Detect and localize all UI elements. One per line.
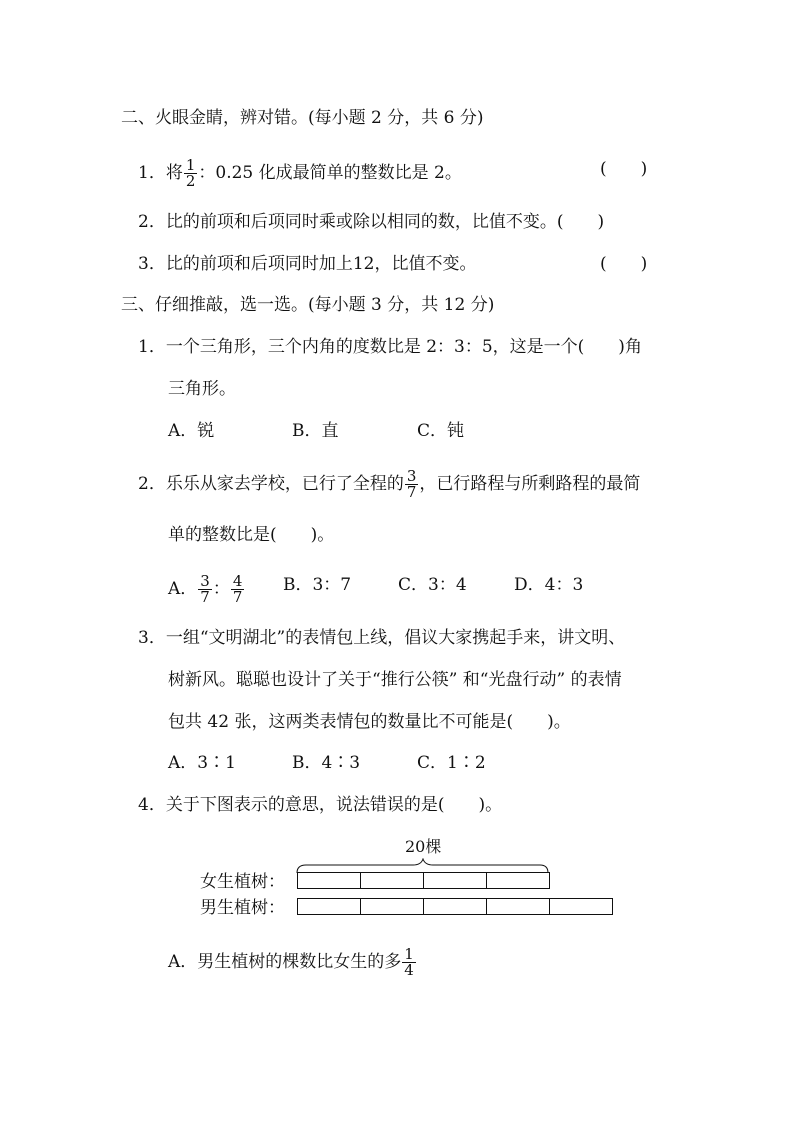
item-text-post: ：0.25 化成最简单的整数比是 2。	[198, 163, 462, 183]
option-c[interactable]: C．钝	[417, 421, 465, 441]
option-a[interactable]: A． $\frac{3}{7}$ ： $\frac{4}{7}$	[168, 572, 243, 606]
bar-segment	[360, 872, 424, 889]
fraction-option-a-2: $\frac{4}{7}$	[232, 572, 243, 606]
s3-q3-line2: 树新风。聪聪也设计了关于“推行公筷” 和“光盘行动” 的表情	[168, 670, 622, 690]
s3-q2-line1	[138, 469, 640, 500]
item-number: 1．	[138, 163, 166, 183]
option-c[interactable]: C．3：4	[398, 575, 467, 595]
section3-heading: 三、仔细推敲，选一选。(每小题 3 分，共 12 分)	[121, 295, 495, 315]
s3-q3-line3: 包共 42 张，这两类表情包的数量比不可能是( )。	[168, 712, 571, 732]
bar-segment	[360, 898, 424, 915]
option-b[interactable]: B．4∶3	[292, 753, 361, 773]
s2-item-2	[138, 211, 604, 233]
bar-segment	[297, 898, 361, 915]
boys-label: 男生植树：	[200, 898, 285, 918]
section2-heading: 二、火眼金睛，辨对错。(每小题 2 分，共 6 分)	[121, 108, 484, 128]
fraction-one-half: $\frac{1}{2}$	[185, 156, 196, 190]
item-number: 2．	[138, 212, 166, 232]
question-text: 关于下图表示的意思，说法错误的是( )。	[165, 795, 503, 815]
bar-segment	[423, 898, 487, 915]
fraction-one-quarter: $\frac{1}{4}$	[404, 945, 414, 979]
s3-q3-line1	[138, 627, 625, 649]
s3-q4-line1	[138, 794, 502, 816]
item-text-pre: 将	[165, 163, 183, 183]
answer-paren[interactable]: ( )	[556, 212, 605, 232]
item-number: 2．	[138, 474, 166, 494]
bar-segment	[423, 872, 487, 889]
item-number: 3．	[138, 628, 166, 648]
question-text: 一个三角形，三个内角的度数比是 2：3：5，这是一个( )角	[165, 337, 642, 357]
option-b[interactable]: B．直	[292, 421, 339, 441]
bar-segment	[549, 898, 613, 915]
item-number: 1．	[138, 337, 166, 357]
item-text: 比的前项和后项同时加上12，比值不变。	[165, 254, 477, 274]
answer-paren[interactable]: ( )	[600, 159, 648, 179]
item-text: 比的前项和后项同时乘或除以相同的数，比值不变。	[165, 212, 557, 232]
bar-segment	[486, 898, 550, 915]
option-c[interactable]: C．1∶2	[417, 753, 486, 773]
s2-item-3	[138, 253, 476, 275]
brace-label: 20棵	[405, 837, 442, 856]
bar-segment	[486, 872, 550, 889]
s2-item-1	[138, 158, 462, 189]
option-b[interactable]: B．3：7	[283, 575, 352, 595]
option-a[interactable]: A．3∶1	[168, 753, 236, 773]
s3-q1-line2: 三角形。	[168, 379, 236, 399]
question-text-post: ，已行路程与所剩路程的最简	[419, 474, 641, 494]
fraction-option-a-1: $\frac{3}{7}$	[200, 572, 210, 606]
girls-label: 女生植树：	[200, 872, 285, 892]
option-d[interactable]: D．4：3	[514, 575, 584, 595]
option-a[interactable]: A．锐	[168, 421, 215, 441]
answer-paren[interactable]: ( )	[600, 254, 648, 274]
tree-planting-diagram	[200, 836, 620, 920]
item-number: 4．	[138, 795, 166, 815]
item-number: 3．	[138, 254, 166, 274]
question-text-pre: 乐乐从家去学校，已行了全程的	[165, 474, 404, 494]
bar-segment	[297, 872, 361, 889]
s3-q1-line1	[138, 336, 642, 358]
s3-q4-option-a[interactable]: A．男生植树的棵数比女生的多 $\frac{1}{4}$	[168, 945, 414, 979]
question-text: 一组“文明湖北”的表情包上线，倡议大家携起手来，讲文明、	[165, 628, 626, 648]
fraction-three-sevenths: $\frac{3}{7}$	[406, 467, 417, 501]
s3-q2-line2: 单的整数比是( )。	[168, 525, 335, 545]
